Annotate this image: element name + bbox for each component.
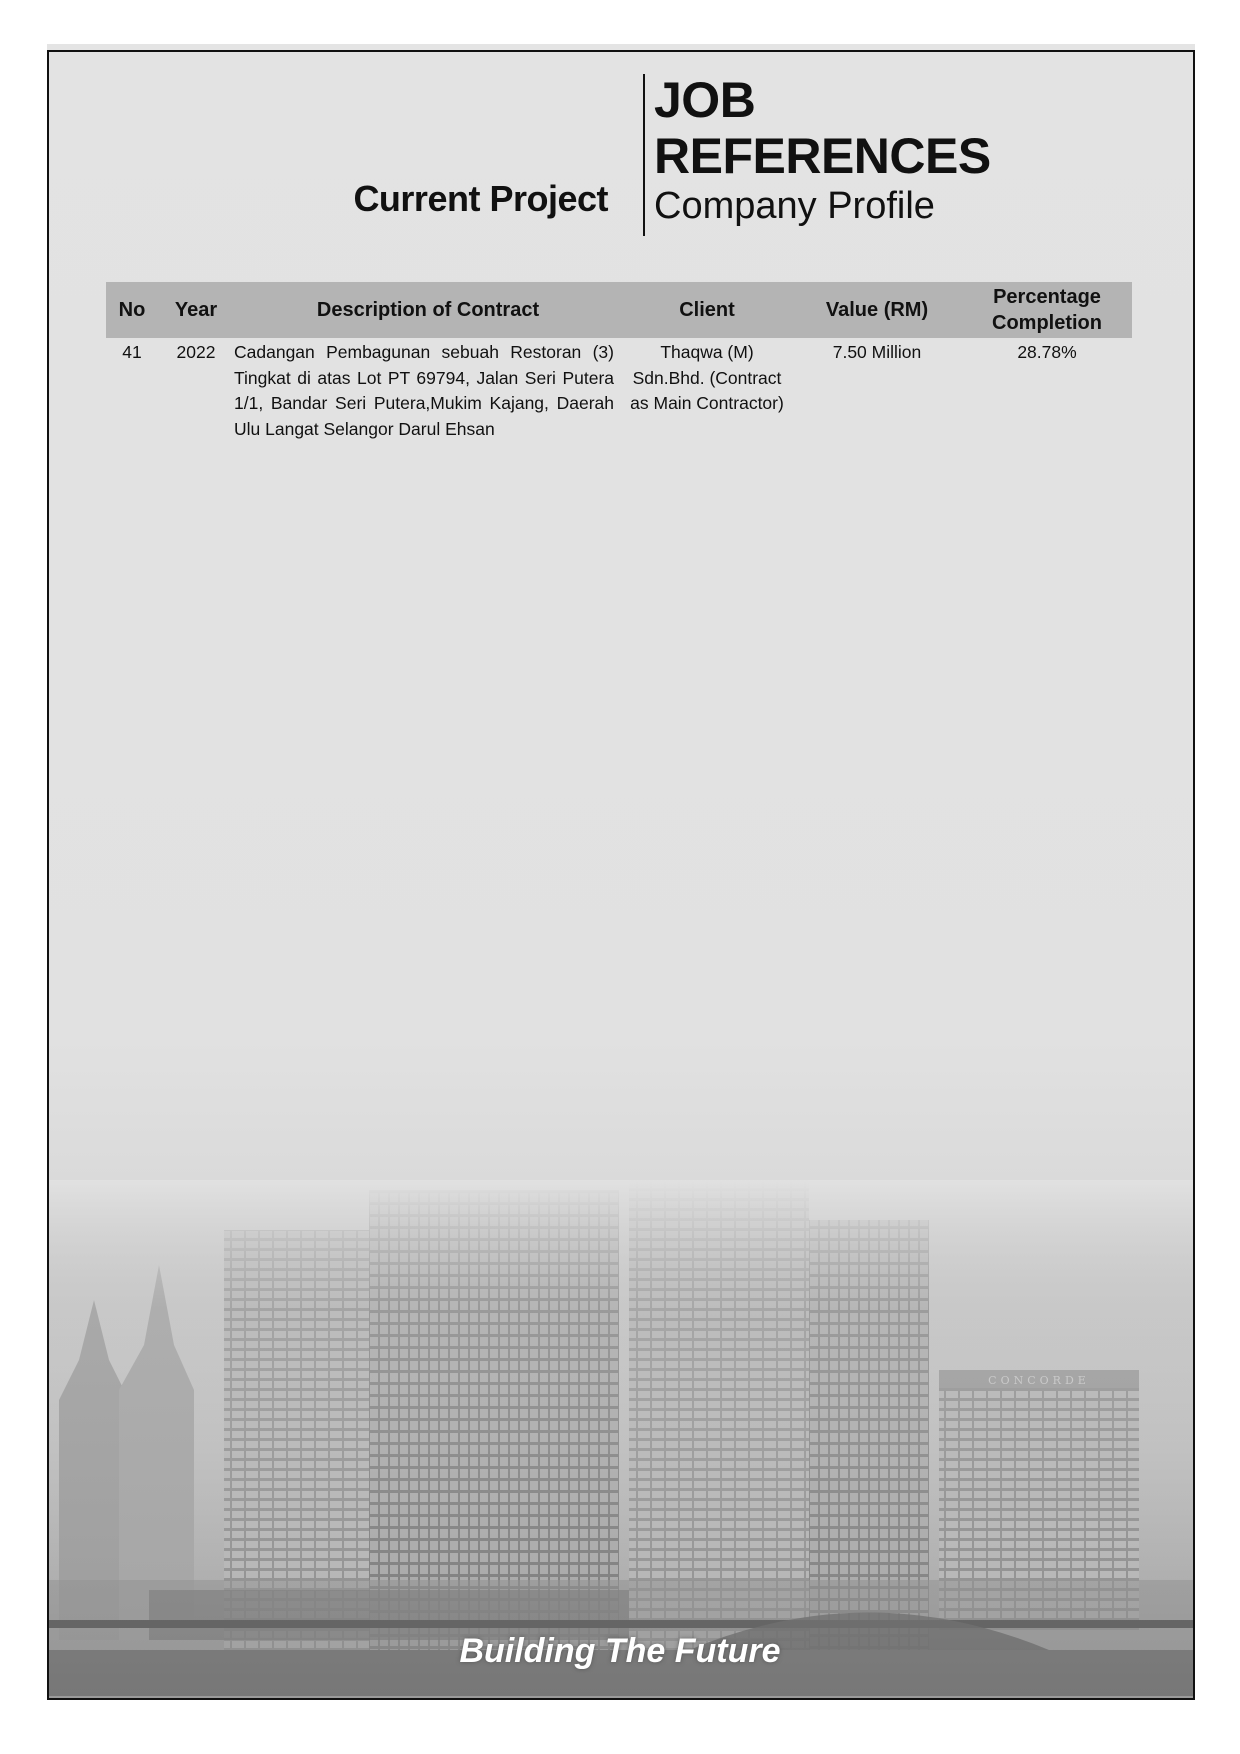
title-line-job: JOB xyxy=(654,72,756,128)
footer-tagline: Building The Future xyxy=(459,1632,781,1670)
column-header-percentage: Percentage Completion xyxy=(962,282,1132,338)
company-profile-subtitle: Company Profile xyxy=(654,185,935,227)
column-header-description: Description of Contract xyxy=(234,282,622,338)
cell-year: 2022 xyxy=(176,342,216,362)
cell-client: Thaqwa (M) Sdn.Bhd. (Contract as Main Contractor) xyxy=(630,342,784,413)
table-header-row xyxy=(106,282,1132,338)
header-title-block xyxy=(654,72,991,228)
cell-percentage: 28.78% xyxy=(1017,342,1077,362)
city-skyline-illustration xyxy=(49,1180,1193,1696)
title-line-references: REFERENCES xyxy=(654,128,991,184)
column-header-no: No xyxy=(106,282,158,338)
current-project-heading: Current Project xyxy=(353,178,608,219)
header-divider xyxy=(643,74,645,236)
cell-value: 7.50 Million xyxy=(832,342,922,362)
job-references-table xyxy=(106,282,1132,444)
column-header-value: Value (RM) xyxy=(792,282,962,338)
column-header-year: Year xyxy=(158,282,234,338)
table-row xyxy=(106,338,1132,444)
cell-description: Cadangan Pembagunan sebuah Restoran (3) Tingkat di atas Lot PT 69794, Jalan Seri Putera 1/1, Bandar Seri Putera,Mukim Kajang, Daerah Ulu Langat Selangor Darul Ehsan xyxy=(234,342,614,439)
cell-no: 41 xyxy=(122,342,142,362)
column-header-client: Client xyxy=(622,282,792,338)
